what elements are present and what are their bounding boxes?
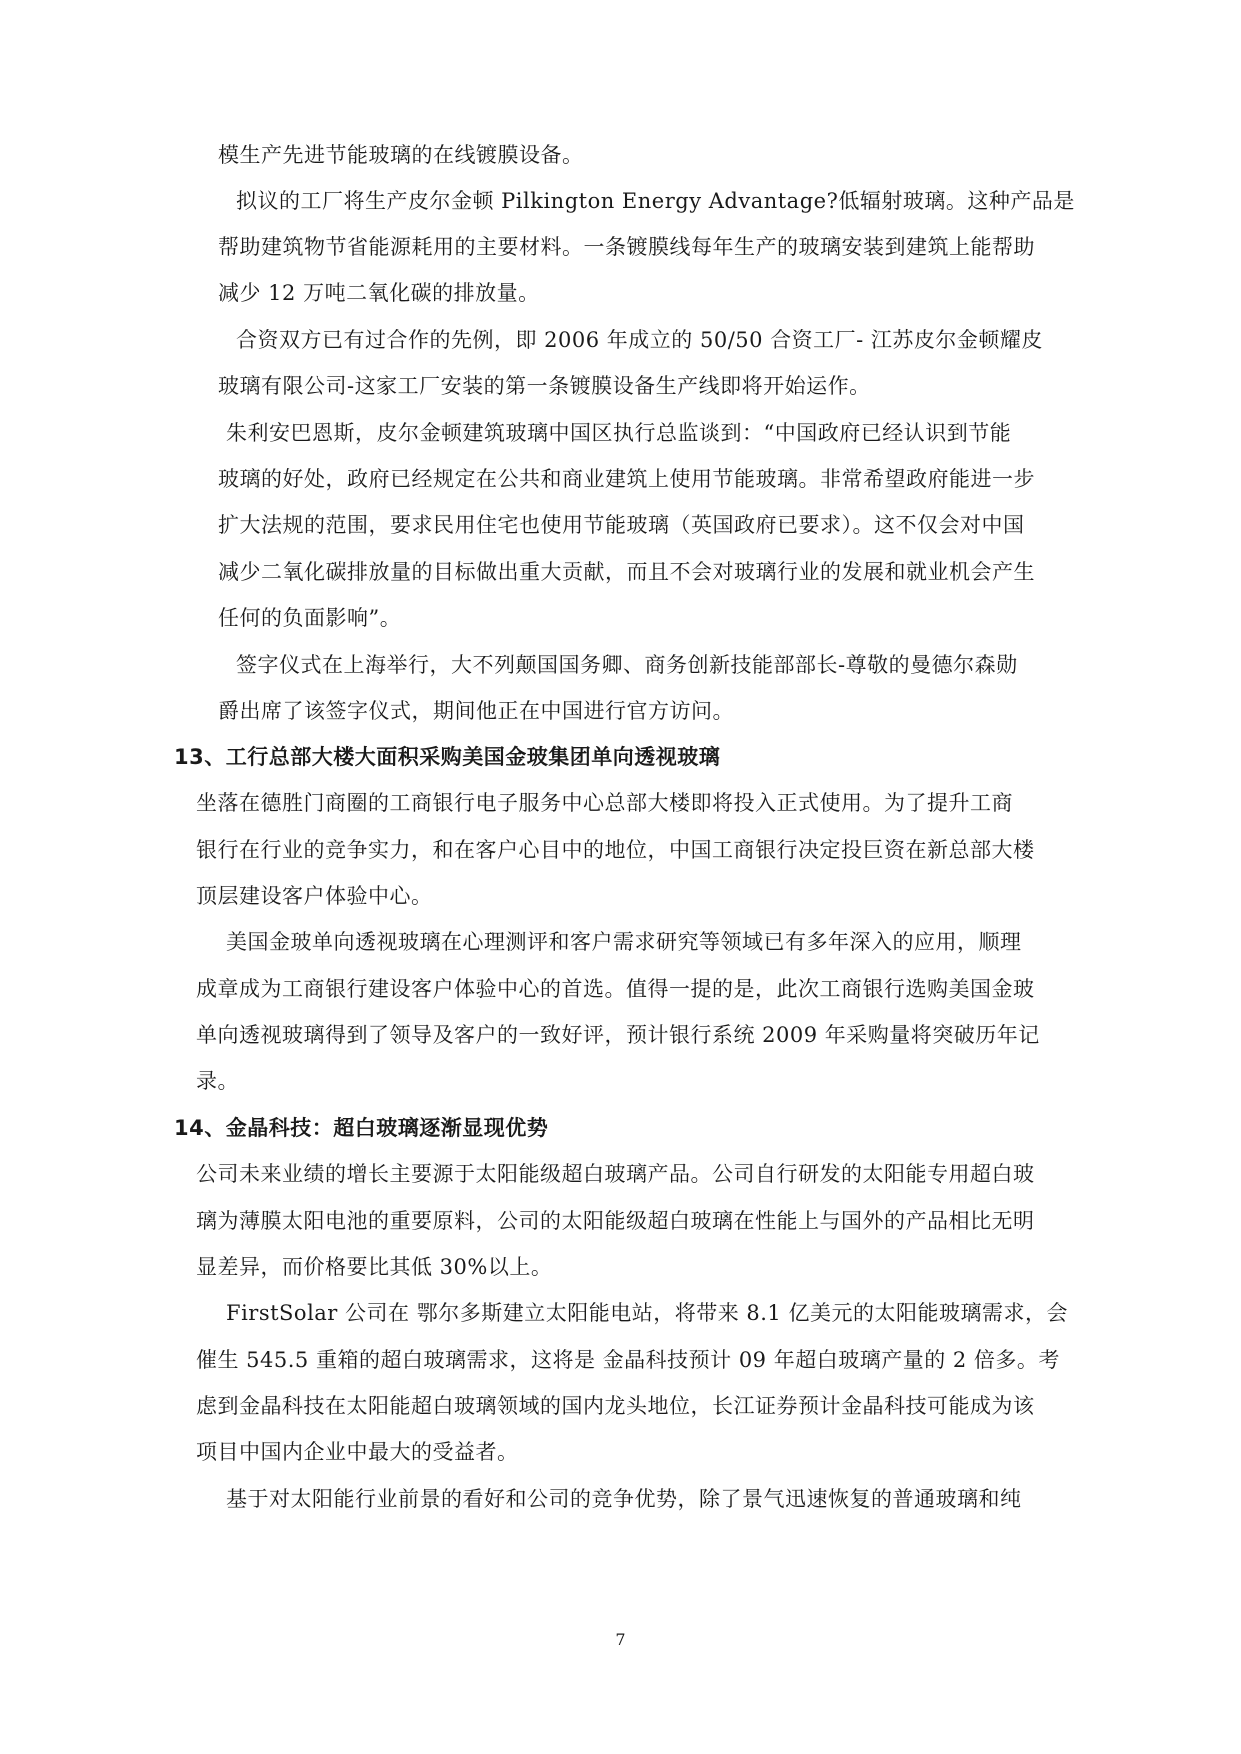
section-heading: 14、金晶科技：超白玻璃逐渐显现优势 bbox=[174, 1116, 549, 1140]
text-line: 朱利安巴恩斯，皮尔金顿建筑玻璃中国区执行总监谈到：“中国政府已经认识到节能 bbox=[226, 421, 1012, 445]
text-line: 玻璃的好处，政府已经规定在公共和商业建筑上使用节能玻璃。非常希望政府能进一步 bbox=[218, 467, 1035, 491]
text-line: 帮助建筑物节省能源耗用的主要材料。一条镀膜线每年生产的玻璃安装到建筑上能帮助 bbox=[218, 235, 1035, 259]
text-line: 显差异，而价格要比其低 30%以上。 bbox=[196, 1255, 553, 1279]
text-line: 爵出席了该签字仪式，期间他正在中国进行官方访问。 bbox=[218, 699, 734, 723]
text-line: 玻璃有限公司-这家工厂安装的第一条镀膜设备生产线即将开始运作。 bbox=[218, 374, 871, 398]
text-line: 坐落在德胜门商圈的工商银行电子服务中心总部大楼即将投入正式使用。为了提升工商 bbox=[196, 791, 1013, 815]
text-line: 基于对太阳能行业前景的看好和公司的竞争优势，除了景气迅速恢复的普通玻璃和纯 bbox=[226, 1487, 1022, 1511]
text-line: 银行在行业的竞争实力，和在客户心目中的地位，中国工商银行决定投巨资在新总部大楼 bbox=[196, 838, 1035, 862]
text-line: 成章成为工商银行建设客户体验中心的首选。值得一提的是，此次工商银行选购美国金玻 bbox=[196, 977, 1035, 1001]
page-number: 7 bbox=[615, 1630, 626, 1649]
text-line: 任何的负面影响”。 bbox=[218, 606, 402, 630]
text-line: 单向透视玻璃得到了领导及客户的一致好评，预计银行系统 2009 年采购量将突破历年记 bbox=[196, 1023, 1040, 1047]
text-line: 减少 12 万吨二氧化碳的排放量。 bbox=[218, 281, 540, 305]
text-line: FirstSolar 公司在 鄂尔多斯建立太阳能电站，将带来 8.1 亿美元的太阳能玻璃需求，会 bbox=[226, 1301, 1068, 1325]
text-line: 项目中国内企业中最大的受益者。 bbox=[196, 1440, 519, 1464]
text-line: 录。 bbox=[196, 1069, 239, 1093]
text-line: 合资双方已有过合作的先例，即 2006 年成立的 50/50 合资工厂- 江苏皮尔金顿耀皮 bbox=[236, 328, 1043, 352]
section-heading: 13、工行总部大楼大面积采购美国金玻集团单向透视玻璃 bbox=[174, 745, 721, 769]
text-line: 扩大法规的范围，要求民用住宅也使用节能玻璃（英国政府已要求）。这不仅会对中国 bbox=[218, 513, 1025, 537]
text-line: 拟议的工厂将生产皮尔金顿 Pilkington Energy Advantage?低辐射玻璃。这种产品是 bbox=[236, 189, 1075, 213]
text-line: 璃为薄膜太阳电池的重要原料，公司的太阳能级超白玻璃在性能上与国外的产品相比无明 bbox=[196, 1209, 1035, 1233]
text-line: 公司未来业绩的增长主要源于太阳能级超白玻璃产品。公司自行研发的太阳能专用超白玻 bbox=[196, 1162, 1035, 1186]
text-line: 美国金玻单向透视玻璃在心理测评和客户需求研究等领域已有多年深入的应用，顺理 bbox=[226, 930, 1022, 954]
text-line: 减少二氧化碳排放量的目标做出重大贡献，而且不会对玻璃行业的发展和就业机会产生 bbox=[218, 560, 1035, 584]
text-line: 催生 545.5 重箱的超白玻璃需求，这将是 金晶科技预计 09 年超白玻璃产量的 2 倍多。考 bbox=[196, 1348, 1060, 1372]
text-line: 虑到金晶科技在太阳能超白玻璃领域的国内龙头地位，长江证券预计金晶科技可能成为该 bbox=[196, 1394, 1035, 1418]
text-line: 顶层建设客户体验中心。 bbox=[196, 884, 433, 908]
text-line: 模生产先进节能玻璃的在线镀膜设备。 bbox=[218, 143, 584, 167]
text-line: 签字仪式在上海举行，大不列颠国国务卿、商务创新技能部部长-尊敬的曼德尔森勋 bbox=[236, 653, 1018, 677]
